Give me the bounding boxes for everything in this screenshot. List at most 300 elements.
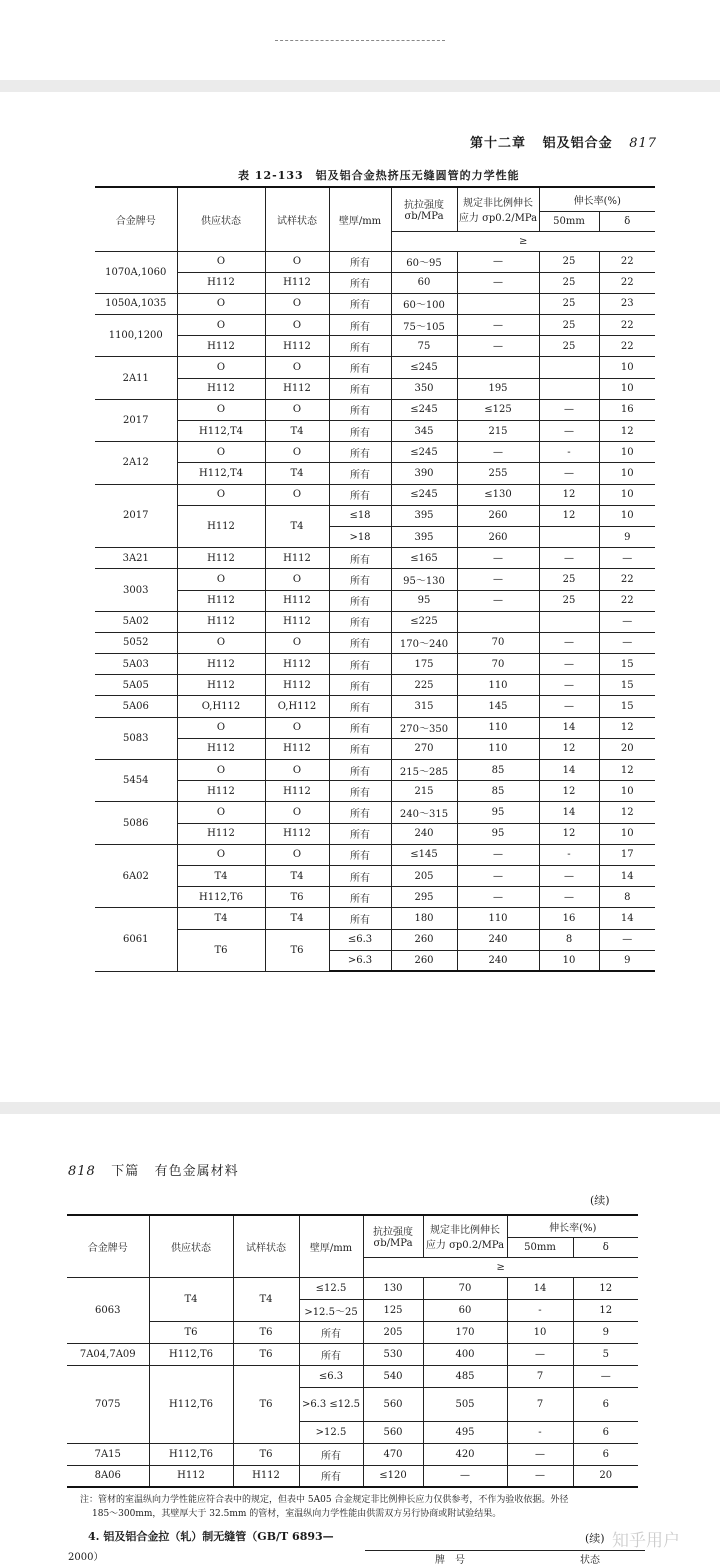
table-row [95,929,655,950]
supply-cell: H112 [177,548,265,569]
tensile-cell: 270 [391,738,457,759]
elong50-cell [539,357,599,378]
table-row [95,654,655,675]
tensile-cell: 205 [363,1321,423,1343]
yield-cell: 485 [423,1365,507,1387]
tensile-cell: 260 [391,950,457,971]
elong50-cell: — [507,1343,573,1365]
wall-cell: 所有 [329,823,391,844]
delta-cell: 9 [599,950,655,971]
delta-cell: — [599,929,655,950]
yield-cell: 260 [457,526,539,547]
tensile-cell: 95 [391,590,457,611]
alloy-cell: 5086 [95,802,177,844]
sample-cell: O [265,251,329,272]
sample-cell: H112 [265,272,329,293]
wall-cell: 所有 [299,1321,363,1343]
delta-cell: 22 [599,569,655,590]
delta-cell: 15 [599,696,655,717]
yield-cell: 70 [457,654,539,675]
supply-cell: O [177,484,265,505]
wall-cell: 所有 [299,1443,363,1465]
yield-cell: ≤130 [457,484,539,505]
yield-cell: 110 [457,738,539,759]
yield-cell: — [457,336,539,357]
yield-cell: 215 [457,421,539,442]
yield-cell: 240 [457,950,539,971]
alloy-cell: 7A04,7A09 [67,1343,149,1365]
supply-cell: H112 [177,611,265,632]
alloy-cell: 2017 [95,399,177,441]
delta-cell: 9 [573,1321,638,1343]
alloy-cell: 1050A,1035 [95,293,177,314]
elong50-cell: — [507,1465,573,1487]
sample-cell: H112 [265,675,329,696]
alloy-cell: 1100,1200 [95,315,177,357]
supply-cell: H112 [177,823,265,844]
wall-cell: 所有 [329,844,391,865]
tensile-cell: 390 [391,463,457,484]
wall-cell: 所有 [329,421,391,442]
table-row [95,696,655,717]
elong50-cell: 25 [539,251,599,272]
table-row [95,442,655,463]
table-row [95,251,655,272]
delta-cell: 12 [599,717,655,738]
table-row [95,272,655,293]
tensile-cell: 295 [391,887,457,908]
sample-cell: H112 [265,590,329,611]
col-supply: 供应状态 [177,187,265,251]
page-number: 817 [629,136,658,151]
supply-cell: O,H112 [177,696,265,717]
tensile-cell: 205 [391,865,457,886]
properties-table [95,186,655,972]
col-wall: 壁厚/mm [329,187,391,251]
supply-cell: H112,T6 [149,1443,233,1465]
sample-cell: O [265,802,329,823]
delta-cell: 10 [599,357,655,378]
col-yield: 规定非比例伸长 应力 σp0.2/MPa [423,1215,507,1257]
tensile-cell: 60 [391,272,457,293]
table-row [95,760,655,781]
elong50-cell: 25 [539,336,599,357]
tensile-cell: 395 [391,505,457,526]
sample-cell: O [265,844,329,865]
yield-cell [457,357,539,378]
continued-label-2: (续) [585,1532,605,1545]
yield-cell: 170 [423,1321,507,1343]
delta-cell: 20 [599,738,655,759]
wall-cell: ≤18 [329,505,391,526]
tensile-cell: 540 [363,1365,423,1387]
wall-cell: ≤6.3 [329,929,391,950]
delta-cell: 12 [573,1299,638,1321]
elong50-cell: — [539,463,599,484]
wall-cell: ≤6.3 [299,1365,363,1387]
sample-cell: T6 [233,1343,299,1365]
table-row [67,1343,638,1365]
yield-cell: 145 [457,696,539,717]
table-caption: 表 12-133 铝及铝合金热挤压无缝圆管的力学性能 [238,169,520,182]
wall-cell: 所有 [299,1465,363,1487]
delta-cell: 12 [599,421,655,442]
yield-cell: — [457,251,539,272]
elong50-cell: 14 [539,802,599,823]
col-sample: 试样状态 [265,187,329,251]
section-heading-cont: 2000） [68,1552,104,1563]
elong50-cell: — [539,421,599,442]
delta-cell: — [599,632,655,653]
delta-cell: 10 [599,823,655,844]
delta-cell: 14 [599,865,655,886]
yield-cell: — [457,844,539,865]
yield-cell: 400 [423,1343,507,1365]
tensile-cell: 560 [363,1421,423,1443]
section-heading: 4. 铝及铝合金拉（轧）制无缝管（GB/T 6893— [88,1530,334,1543]
table-row [95,823,655,844]
wall-cell: 所有 [329,632,391,653]
table-row [95,590,655,611]
table-row [95,844,655,865]
yield-cell: 255 [457,463,539,484]
wall-cell: 所有 [329,760,391,781]
elong50-cell: 7 [507,1365,573,1387]
elong50-cell: — [507,1443,573,1465]
sample-cell: O [265,315,329,336]
alloy-cell: 7075 [67,1365,149,1443]
table-row [95,293,655,314]
tensile-cell: 560 [363,1387,423,1421]
tensile-cell: 125 [363,1299,423,1321]
tensile-cell: 270～350 [391,717,457,738]
wall-cell: 所有 [329,315,391,336]
tensile-cell: 315 [391,696,457,717]
sample-cell: T4 [265,463,329,484]
supply-cell: H112 [177,505,265,547]
yield-cell: — [457,590,539,611]
col-delta: δ [599,211,655,231]
col-tensile: 抗拉强度 σb/MPa [391,187,457,231]
sample-cell: O [265,569,329,590]
col-delta: δ [573,1237,638,1257]
tensile-cell: 130 [363,1277,423,1299]
delta-cell: 22 [599,336,655,357]
supply-cell: O [177,760,265,781]
wall-cell: 所有 [329,738,391,759]
supply-cell: T6 [177,929,265,971]
table-row [95,887,655,908]
wall-cell: ≤12.5 [299,1277,363,1299]
sample-cell: O [265,760,329,781]
alloy-cell: 5A06 [95,696,177,717]
page-number-818: 818 [68,1164,96,1179]
elong50-cell: 12 [539,484,599,505]
yield-cell: 110 [457,675,539,696]
elong50-cell: 25 [539,590,599,611]
yield-cell: 110 [457,908,539,929]
alloy-cell: 5A03 [95,654,177,675]
delta-cell: — [599,548,655,569]
yield-cell: — [457,315,539,336]
tensile-cell: ≤245 [391,357,457,378]
col-elongation: 伸长率(%) [507,1215,638,1237]
tensile-cell: ≤245 [391,442,457,463]
page-gap [0,80,720,92]
elong50-cell: — [539,548,599,569]
supply-cell: O [177,802,265,823]
sample-cell: O [265,357,329,378]
supply-cell: T4 [177,908,265,929]
yield-cell: 495 [423,1421,507,1443]
sample-cell: O [265,293,329,314]
sample-cell: H112 [265,738,329,759]
delta-cell: 14 [599,908,655,929]
supply-cell: O [177,442,265,463]
yield-cell: ≤125 [457,399,539,420]
sample-cell: O [265,442,329,463]
sample-cell: H112 [265,823,329,844]
yield-cell: — [457,548,539,569]
delta-cell: 10 [599,442,655,463]
tensile-cell: ≤120 [363,1465,423,1487]
tensile-cell: 395 [391,526,457,547]
table-row [67,1321,638,1343]
table-row [67,1277,638,1299]
sample-cell: H112 [265,611,329,632]
wall-cell: 所有 [329,484,391,505]
alloy-cell: 3003 [95,569,177,611]
alloy-cell: 7A15 [67,1443,149,1465]
delta-cell: 23 [599,293,655,314]
delta-cell: 16 [599,399,655,420]
elong50-cell: 12 [539,505,599,526]
sample-cell: H112 [233,1465,299,1487]
tensile-cell: 170～240 [391,632,457,653]
elong50-cell: 8 [539,929,599,950]
page-gap-2 [0,1102,720,1114]
yield-cell: 260 [457,505,539,526]
tensile-cell: ≤225 [391,611,457,632]
yield-cell: — [457,569,539,590]
supply-cell: H112 [177,654,265,675]
alloy-cell: 6A02 [95,844,177,908]
yield-cell: — [457,272,539,293]
yield-cell: — [457,865,539,886]
properties-table-continued [67,1214,638,1488]
table-note-2: 185～300mm，其壁厚大于 32.5mm 的管材，室温纵向力学性能由供需双方另行协商或附试验结果。 [92,1509,502,1519]
yield-cell: 70 [457,632,539,653]
delta-cell: 15 [599,675,655,696]
elong50-cell [539,378,599,399]
sample-cell: O [265,717,329,738]
alloy-cell: 5052 [95,632,177,653]
wall-cell: 所有 [329,569,391,590]
yield-cell: — [457,887,539,908]
alloy-cell: 2A12 [95,442,177,484]
supply-cell: H112,T6 [177,887,265,908]
wall-cell: 所有 [329,717,391,738]
supply-cell: H112 [177,738,265,759]
wall-cell: >6.3 [329,950,391,971]
yield-cell: 420 [423,1443,507,1465]
yield-cell: 70 [423,1277,507,1299]
supply-cell: H112 [177,781,265,802]
wall-cell: 所有 [329,251,391,272]
running-header-818 [68,1160,239,1179]
elong50-cell: 10 [539,950,599,971]
elong50-cell: — [539,675,599,696]
supply-cell: O [177,632,265,653]
table-row [95,632,655,653]
delta-cell: — [599,611,655,632]
elong50-cell: 25 [539,272,599,293]
supply-cell: H112,T6 [149,1343,233,1365]
wall-cell: 所有 [329,590,391,611]
wall-cell: 所有 [299,1343,363,1365]
delta-cell: 9 [599,526,655,547]
yield-cell: 95 [457,823,539,844]
col-50mm: 50mm [539,211,599,231]
col-tensile: 抗拉强度 σb/MPa [363,1215,423,1257]
alloy-cell: 5A05 [95,675,177,696]
sample-cell: T4 [265,505,329,547]
supply-cell: H112 [177,590,265,611]
table-row [95,399,655,420]
sample-cell: O [265,632,329,653]
wall-cell: 所有 [329,336,391,357]
part-topic: 有色金属材料 [154,1164,239,1179]
supply-cell: O [177,717,265,738]
delta-cell: 10 [599,484,655,505]
ge-row: ≥ [391,231,655,251]
yield-cell: 85 [457,760,539,781]
elong50-cell: — [539,887,599,908]
supply-cell: H112 [149,1465,233,1487]
col-wall: 壁厚/mm [299,1215,363,1277]
table-row [95,781,655,802]
delta-cell: 10 [599,378,655,399]
table-row [67,1443,638,1465]
col-elongation: 伸长率(%) [539,187,655,211]
elong50-cell: 14 [539,717,599,738]
sample-cell: H112 [265,548,329,569]
table-row [95,357,655,378]
alloy-cell: 5454 [95,760,177,802]
wall-cell: 所有 [329,654,391,675]
supply-cell: O [177,844,265,865]
delta-cell: 6 [573,1443,638,1465]
col-supply: 供应状态 [149,1215,233,1277]
elong50-cell: - [539,442,599,463]
tensile-cell: ≤245 [391,399,457,420]
wall-cell: 所有 [329,696,391,717]
supply-cell: O [177,569,265,590]
sample-cell: T4 [265,421,329,442]
wall-cell: 所有 [329,611,391,632]
table-row [95,463,655,484]
tensile-cell: 180 [391,908,457,929]
alloy-cell: 2A11 [95,357,177,399]
yield-cell: 505 [423,1387,507,1421]
sample-cell: T6 [265,929,329,971]
tensile-cell: 75 [391,336,457,357]
wall-cell: 所有 [329,357,391,378]
elong50-cell: — [539,696,599,717]
delta-cell: 22 [599,315,655,336]
tensile-cell: 95～130 [391,569,457,590]
table-row [95,717,655,738]
wall-cell: >12.5 [299,1421,363,1443]
table-row [95,569,655,590]
watermark: 知乎用户 [612,1531,680,1551]
supply-cell: O [177,293,265,314]
delta-cell: 6 [573,1421,638,1443]
sample-cell: H112 [265,378,329,399]
elong50-cell: 10 [507,1321,573,1343]
alloy-cell: 8A06 [67,1465,149,1487]
table-row [95,548,655,569]
wall-cell: >6.3 ≤12.5 [299,1387,363,1421]
continued-label: (续) [590,1194,610,1207]
delta-cell: 17 [599,844,655,865]
delta-cell: 12 [599,760,655,781]
sample-cell: T6 [233,1365,299,1443]
wall-cell: >12.5～25 [299,1299,363,1321]
sample-cell: T6 [233,1443,299,1465]
sample-cell: T6 [265,887,329,908]
alloy-cell: 3A21 [95,548,177,569]
elong50-cell: — [539,632,599,653]
table-row [95,336,655,357]
table-row [95,908,655,929]
elong50-cell: — [539,654,599,675]
tensile-cell: 470 [363,1443,423,1465]
elong50-cell [539,611,599,632]
wall-cell: 所有 [329,272,391,293]
wall-cell: 所有 [329,442,391,463]
yield-cell [457,611,539,632]
yield-cell: — [457,442,539,463]
delta-cell: 22 [599,272,655,293]
delta-cell: 10 [599,463,655,484]
elong50-cell: 12 [539,781,599,802]
wall-cell: 所有 [329,908,391,929]
tensile-cell: 240 [391,823,457,844]
table-row [95,484,655,505]
alloy-cell: 1070A,1060 [95,251,177,293]
tensile-cell: 240～315 [391,802,457,823]
wall-cell: 所有 [329,293,391,314]
table-row [95,505,655,526]
elong50-cell: - [507,1421,573,1443]
table-row [95,378,655,399]
page-817 [0,0,720,80]
sample-cell: H112 [265,781,329,802]
supply-cell: H112 [177,675,265,696]
elong50-cell: 25 [539,293,599,314]
wall-cell: 所有 [329,399,391,420]
wall-cell: 所有 [329,887,391,908]
supply-cell: H112 [177,272,265,293]
sample-cell: T6 [233,1321,299,1343]
supply-cell: T4 [177,865,265,886]
yield-cell: 60 [423,1299,507,1321]
tensile-cell: 75～105 [391,315,457,336]
yield-cell: 240 [457,929,539,950]
tensile-cell: ≤165 [391,548,457,569]
yield-cell [457,293,539,314]
